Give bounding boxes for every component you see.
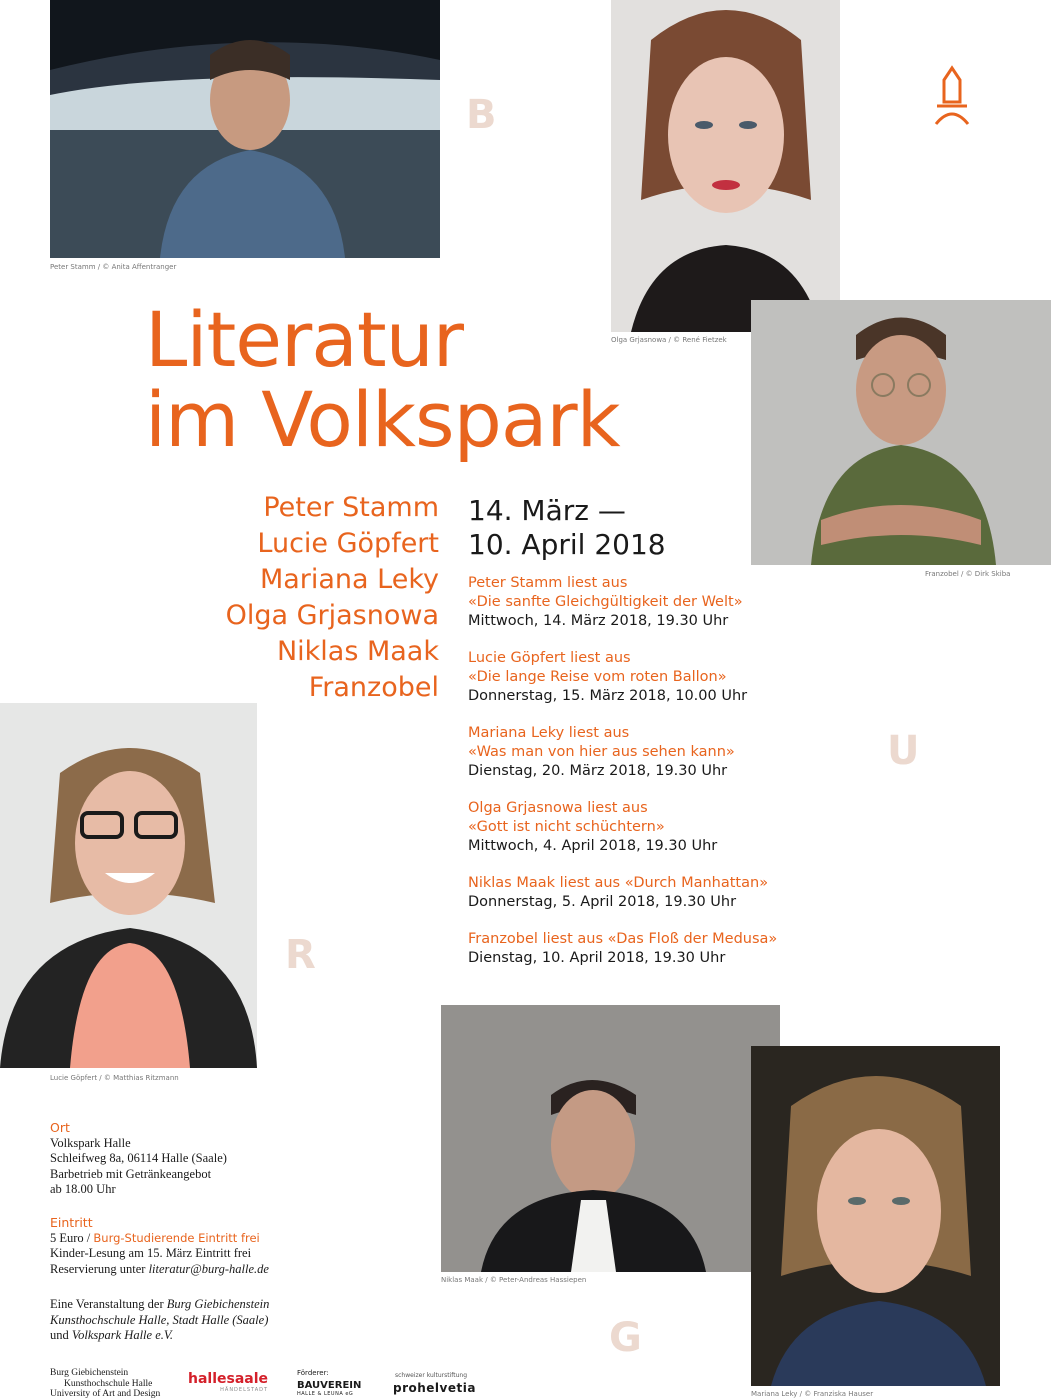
event-item (468, 649, 798, 706)
event-title-line: Peter Stamm liest aus (468, 575, 628, 591)
photo-mariana-leky (751, 1046, 1000, 1386)
prohelvetia-logo: prohelvetia (393, 1381, 476, 1395)
decorative-letter-r: R (285, 932, 316, 978)
title-line-1: Literatur (145, 295, 464, 384)
organizer-line-1 (50, 1297, 269, 1313)
event-title-line: Olga Grjasnowa liest aus (468, 800, 648, 816)
burg-logo-icon (932, 60, 972, 125)
admission-info (50, 1215, 269, 1277)
event-item (468, 930, 798, 968)
bauverein-logo: BAUVEREIN HALLE & LEUNA eG (297, 1380, 362, 1397)
caption-olga-grjasnowa: Olga Grjasnowa / © René Fietzek (611, 336, 727, 344)
burg-footer-logo: Burg Giebichenstein Kunsthochschule Halle University of Art and Design (50, 1368, 161, 1399)
venue-line: ab 18.00 Uhr (50, 1182, 116, 1196)
caption-peter-stamm: Peter Stamm / © Anita Affentranger (50, 263, 177, 271)
photo-niklas-maak (441, 1005, 780, 1272)
caption-lucie-goepfert: Lucie Göpfert / © Matthias Ritzmann (50, 1074, 179, 1082)
hallesaale-logo: hallesaale HÄNDELSTADT (188, 1371, 269, 1393)
reservation-prefix: Reservierung unter (50, 1261, 146, 1276)
venue-heading: Ort (50, 1120, 70, 1135)
caption-niklas-maak: Niklas Maak / © Peter-Andreas Hassiepen (441, 1276, 587, 1284)
event-date: Dienstag, 10. April 2018, 19.30 Uhr (468, 950, 726, 966)
organizer-line-3 (50, 1328, 269, 1344)
event-date: Donnerstag, 15. März 2018, 10.00 Uhr (468, 688, 748, 704)
event-item (468, 574, 798, 631)
caption-mariana-leky: Mariana Leky / © Franziska Hauser (751, 1390, 874, 1398)
event-item (468, 874, 798, 912)
date-range-start: 14. März — (468, 494, 626, 527)
author-name: Niklas Maak (276, 636, 439, 667)
photo-franzobel (751, 300, 1051, 565)
authors-list (226, 490, 439, 706)
organizer-line-2: Kunsthochschule Halle, Stadt Halle (Saale) (50, 1312, 269, 1327)
page-title (145, 295, 620, 464)
admission-heading: Eintritt (50, 1215, 93, 1230)
venue-line: Schleifweg 8a, 06114 Halle (Saale) (50, 1151, 227, 1165)
event-title-line: Franzobel liest aus «Das Floß der Medusa» (468, 931, 778, 947)
title-line-2: im Volkspark (145, 375, 620, 464)
venue-line: Barbetrieb mit Getränkeangebot (50, 1166, 212, 1181)
admission-price: 5 Euro / (50, 1230, 91, 1245)
venue-line: Volkspark Halle (50, 1135, 131, 1150)
event-date: Mittwoch, 4. April 2018, 19.30 Uhr (468, 838, 718, 854)
caption-franzobel: Franzobel / © Dirk Skiba (925, 570, 1011, 578)
decorative-letter-g: G (609, 1315, 642, 1361)
decorative-letter-b: B (466, 92, 497, 138)
foerderer-label: Förderer: (297, 1369, 329, 1377)
event-title-line: Lucie Göpfert liest aus (468, 650, 631, 666)
admission-price-line (50, 1231, 269, 1247)
venue-info (50, 1120, 227, 1198)
author-name: Mariana Leky (259, 564, 439, 595)
organizer-burg: Burg Giebichenstein (166, 1297, 270, 1311)
date-range (468, 494, 666, 562)
date-range-end: 10. April 2018 (468, 528, 666, 561)
event-title-line: «Gott ist nicht schüchtern» (468, 819, 665, 835)
author-name: Peter Stamm (263, 492, 439, 523)
event-item (468, 799, 798, 856)
schweizer-label: schweizer kulturstiftung (395, 1372, 468, 1379)
event-date: Mittwoch, 14. März 2018, 19.30 Uhr (468, 613, 729, 629)
organizer-volkspark: Volkspark Halle e.V. (71, 1328, 174, 1342)
reservation-line (50, 1262, 269, 1278)
event-item (468, 724, 798, 781)
admission-free-note: Burg-Studierende Eintritt frei (93, 1230, 260, 1245)
event-date: Donnerstag, 5. April 2018, 19.30 Uhr (468, 894, 737, 910)
author-name: Olga Grjasnowa (225, 600, 439, 631)
photo-olga-grjasnowa (611, 0, 840, 332)
event-title-line: «Die sanfte Gleichgültigkeit der Welt» (468, 594, 743, 610)
reservation-email[interactable]: literatur@burg-halle.de (148, 1261, 269, 1276)
event-title-line: «Die lange Reise vom roten Ballon» (468, 669, 727, 685)
decorative-letter-u: U (887, 728, 920, 774)
event-date: Dienstag, 20. März 2018, 19.30 Uhr (468, 763, 728, 779)
photo-peter-stamm (50, 0, 440, 258)
event-title-line: Mariana Leky liest aus (468, 725, 630, 741)
organizer-und: und (50, 1328, 69, 1342)
event-title-line: Niklas Maak liest aus «Durch Manhattan» (468, 875, 769, 891)
event-title-line: «Was man von hier aus sehen kann» (468, 744, 735, 760)
organizer-prefix: Eine Veranstaltung der (50, 1297, 164, 1311)
photo-lucie-goepfert (0, 703, 257, 1068)
author-name: Franzobel (308, 672, 439, 703)
organizer-info (50, 1297, 269, 1344)
admission-kids: Kinder-Lesung am 15. März Eintritt frei (50, 1246, 252, 1260)
author-name: Lucie Göpfert (257, 528, 439, 559)
events-list (468, 574, 798, 986)
